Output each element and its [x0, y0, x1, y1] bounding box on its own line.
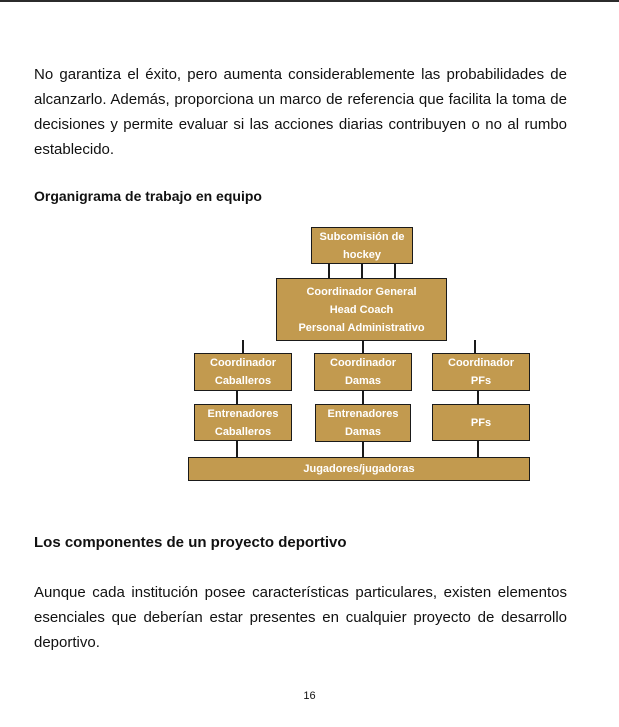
org-box-coordinador-pfs: Coordinador PFs: [432, 353, 530, 391]
connector: [477, 440, 479, 458]
connector: [394, 263, 396, 279]
org-box-subcomision: Subcomisión de hockey: [311, 227, 413, 264]
components-paragraph: Aunque cada institución posee características particulares, existen elementos esenciales que deberían estar presentes en cualquier proyecto de desarrollo deportivo.: [34, 584, 567, 651]
intro-paragraph: No garantiza el éxito, pero aumenta considerablemente las probabilidades de alcanzarlo. Además, proporciona un marco de referencia que facilita la toma de decisiones y permite evaluar si las acciones diarias contribuyen o no al rumbo establecido.: [34, 66, 567, 158]
connector: [236, 390, 238, 405]
connector: [477, 390, 479, 405]
connector: [362, 390, 364, 405]
connector: [236, 440, 238, 458]
section-heading: Los componentes de un proyecto deportivo: [34, 534, 347, 551]
org-box-entrenadores-caballeros: Entrenadores Caballeros: [194, 404, 292, 441]
connector: [362, 340, 364, 354]
org-box-coordinador-damas: Coordinador Damas: [314, 353, 412, 391]
page-number: 16: [303, 690, 316, 702]
org-box-entrenadores-damas: Entrenadores Damas: [315, 404, 411, 442]
org-box-coordinador-caballeros: Coordinador Caballeros: [194, 353, 292, 391]
org-box-jugadores: Jugadores/jugadoras: [188, 457, 530, 481]
org-box-coordinador-general: Coordinador General Head Coach Personal Administrativo: [276, 278, 447, 341]
top-rule: [0, 0, 619, 2]
org-chart-heading: Organigrama de trabajo en equipo: [34, 188, 262, 204]
connector: [361, 263, 363, 279]
connector: [474, 340, 476, 354]
connector: [328, 263, 330, 279]
connector: [242, 340, 244, 354]
connector: [362, 440, 364, 458]
org-box-pfs: PFs: [432, 404, 530, 441]
